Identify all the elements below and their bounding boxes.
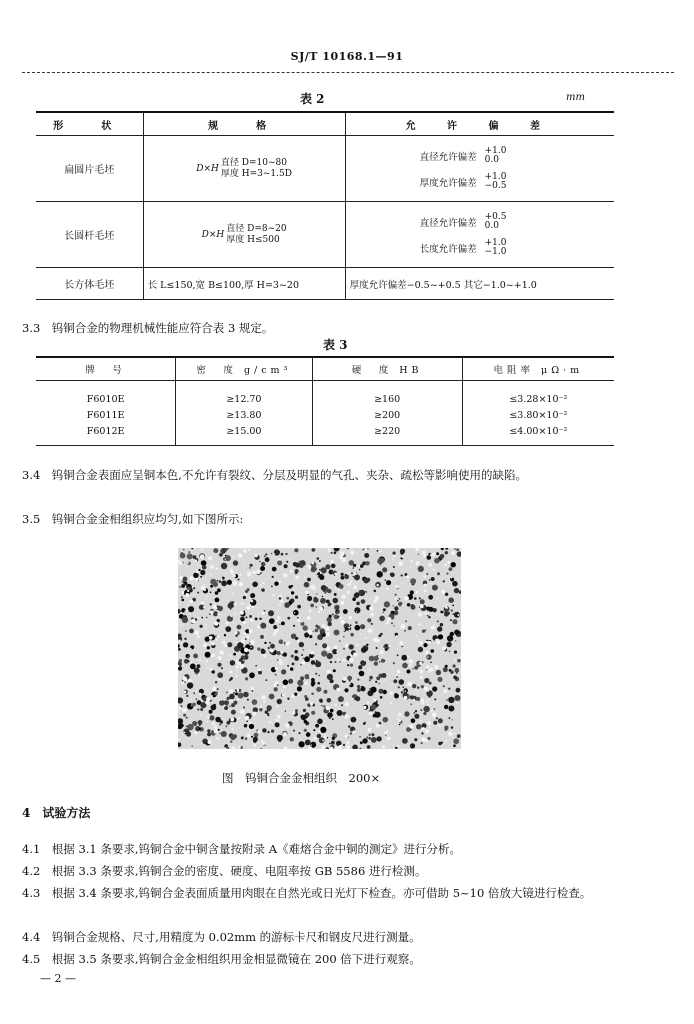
spec-prefix: D×H [201,229,225,240]
shape-cell: 长圆杆毛坯 [36,202,143,268]
resistivity-cell: ≤3.28×10⁻² [462,381,614,408]
grade-cell: F6011E [86,409,125,421]
spec-line: 厚度 H=3~1.5D [220,168,292,179]
spec-line: 直径 D=10~80 [220,157,287,168]
tolerance-lower: 0.0 [484,220,499,231]
tolerance-label: 长度允许偏差 [419,243,477,255]
table2-row [36,202,614,268]
table-row [36,407,614,423]
table3-header-resistivity: 电阻率 μΩ·m [462,357,614,381]
hardness-cell: ≥200 [312,407,462,423]
table2-unit: mm [566,92,585,103]
clause-3-5: 3.5 钨铜合金金相组织应均匀,如下图所示: [22,512,244,526]
table2 [36,111,614,300]
tolerance-label: 直径允许偏差 [419,217,477,229]
page-number: — 2 — [40,972,76,985]
table-row [36,381,614,408]
micrograph-image [178,548,461,749]
table3-header-hardness: 硬 度 HB [312,357,462,381]
tolerance-upper: +1.0 [484,171,507,182]
tolerance-upper: +0.5 [484,211,507,222]
clause-3-4: 3.4 钨铜合金表面应呈铜本色,不允许有裂纹、分层及明显的气孔、夹杂、疏松等影响使用的缺陷。 [22,468,527,482]
tolerance-lower: −0.5 [484,180,507,191]
header-rule [22,72,674,73]
section-4-title: 4 试验方法 [22,806,91,820]
density-cell: ≥13.80 [176,407,312,423]
table2-header-tolerance: 允 许 偏 差 [345,112,614,136]
figure-caption: 图 钨铜合金金相组织 200× [222,771,381,785]
resistivity-cell: ≤4.00×10⁻² [462,423,614,446]
clause-4-5: 4.5 根据 3.5 条要求,钨铜合金金相组织用金相显微镜在 200 倍下进行观察。 [22,952,421,966]
tolerance-cell [345,202,614,268]
tolerance-cell: 厚度允许偏差−0.5~+0.5 其它−1.0~+1.0 [345,268,614,300]
resistivity-cell: ≤3.80×10⁻² [462,407,614,423]
spec-cell: 长 L≤150,宽 B≤100,厚 H=3~20 [143,268,345,300]
table-row [36,423,614,446]
grade-cell: F6010E [86,393,125,405]
spec-line: 厚度 H≤500 [226,234,280,245]
spec-cell [143,136,345,202]
shape-cell: 扁圆片毛坯 [36,136,143,202]
table2-row [36,136,614,202]
table3-header-density: 密 度 g/cm³ [176,357,312,381]
clause-4-2: 4.2 根据 3.3 条要求,钨铜合金的密度、硬度、电阻率按 GB 5586 进行检测。 [22,864,427,878]
table3-title: 表 3 [323,338,348,352]
clause-3-3: 3.3 钨铜合金的物理机械性能应符合表 3 规定。 [22,321,274,335]
table3-header-row [36,357,614,381]
spec-prefix: D×H [196,163,219,174]
hardness-cell: ≥220 [312,423,462,446]
density-cell: ≥12.70 [176,381,312,408]
table2-row [36,268,614,300]
hardness-cell: ≥160 [312,381,462,408]
tolerance-lower: −1.0 [484,246,507,257]
spec-cell [143,202,345,268]
grade-cell: F6012E [36,423,176,446]
clause-4-4: 4.4 钨铜合金规格、尺寸,用精度为 0.02mm 的游标卡尺和钢皮尺进行测量。 [22,930,421,944]
spec-line: 直径 D=8~20 [226,223,287,234]
standard-code: SJ/T 10168.1—91 [290,50,404,63]
clause-4-1: 4.1 根据 3.1 条要求,钨铜合金中铜含量按附录 A《难熔合金中铜的测定》进行分析。 [22,842,462,856]
density-cell: ≥15.00 [176,423,312,446]
table2-header-row [36,112,614,136]
tolerance-label: 厚度允许偏差 [419,177,477,189]
table3 [36,356,614,446]
table3-header-grade: 牌 号 [36,357,176,381]
clause-4-3: 4.3 根据 3.4 条要求,钨铜合金表面质量用肉眼在自然光或日光灯下检查。亦可借助 5~10 倍放大镜进行检查。 [22,886,592,900]
table2-header-shape: 形 状 [36,112,143,136]
tolerance-lower: 0.0 [484,154,499,165]
tolerance-label: 直径允许偏差 [419,151,477,163]
table2-header-spec: 规 格 [143,112,345,136]
tolerance-upper: +1.0 [484,145,507,156]
tolerance-upper: +1.0 [484,237,507,248]
table2-title: 表 2 [300,92,325,106]
tolerance-cell [345,136,614,202]
shape-cell: 长方体毛坯 [36,268,143,300]
